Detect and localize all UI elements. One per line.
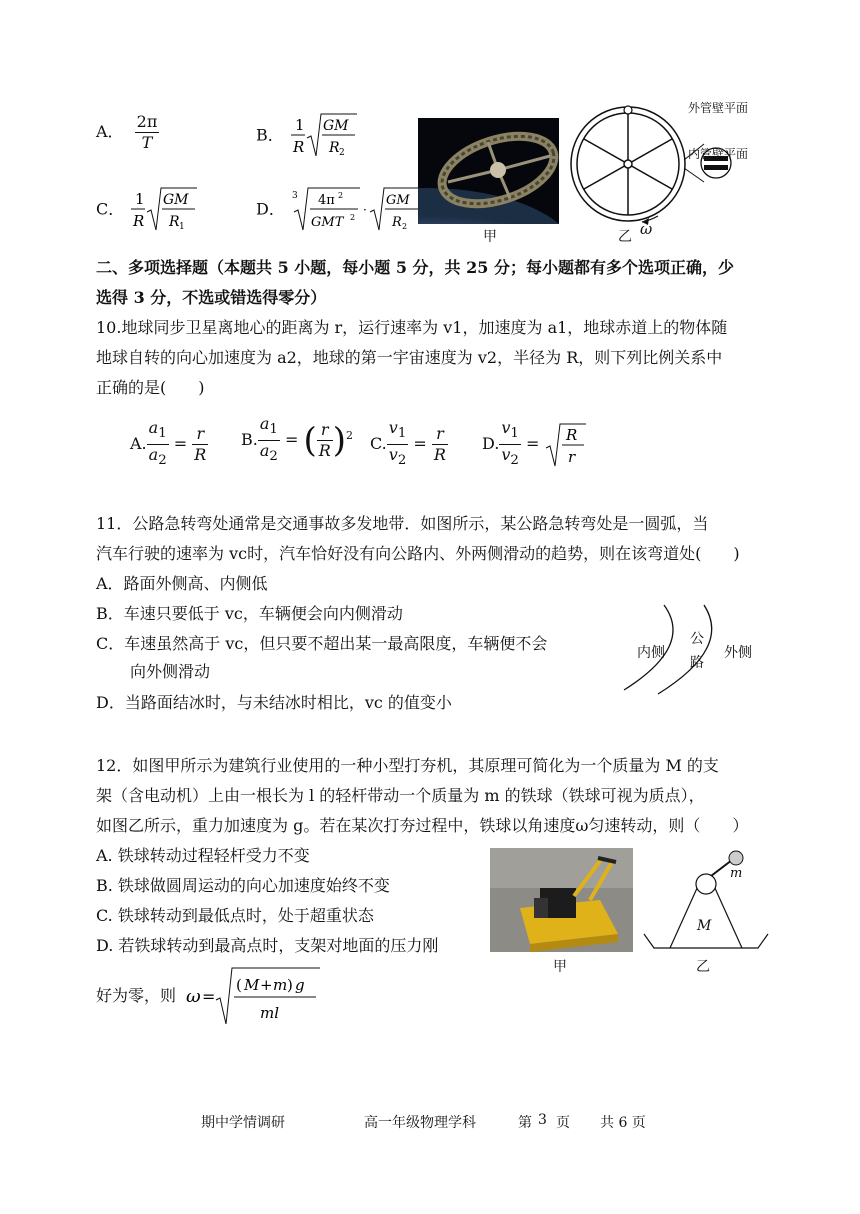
footer-total-pages: 共 6 页 [600, 1115, 646, 1131]
big-M-label: M [697, 918, 712, 934]
wheel-diagram [566, 98, 766, 248]
tamper-model-diagram [640, 846, 772, 952]
rotating-station-diagram [566, 98, 766, 248]
sqrt-R-over-r [544, 422, 588, 468]
svg-text:1: 1 [135, 190, 145, 208]
svg-text:M: M [244, 976, 260, 994]
q10-option-a: A. $\frac{a_1}{a_2}$ = $\frac{r}{R}$ [130, 418, 207, 469]
q9-option-a: A． $\frac{2\pi}{T}$ [96, 112, 158, 152]
formula-2pi-over-T: $\frac{2\pi}{T}$ [136, 112, 158, 152]
q11-option-a: A．路面外侧高、内侧低 [96, 574, 268, 593]
q10-line1: 10.地球同步卫星离地心的距离为 r，运行速率为 v1，加速度为 a1，地球赤道上的物体随 [96, 318, 728, 337]
omega-sqrt-formula [184, 966, 324, 1026]
svg-text:GM: GM [163, 192, 189, 208]
q12-option-a: A. 铁球转动过程轻杆受力不变 [96, 846, 310, 865]
svg-text:ml: ml [260, 1004, 280, 1022]
svg-text:r: r [568, 447, 576, 466]
footer-page-suffix: 页 [556, 1115, 570, 1131]
q12-line1: 12．如图甲所示为建筑行业使用的一种小型打夯机，其原理可简化为一个质量为 M 的支 [96, 756, 719, 775]
svg-text:2: 2 [338, 148, 345, 158]
svg-text:1: 1 [294, 116, 305, 134]
svg-text:m: m [273, 976, 288, 994]
svg-text:2: 2 [401, 222, 408, 231]
q11-option-d: D．当路面结冰时，与未结冰时相比，vc 的值变小 [96, 693, 452, 712]
small-m-label: m [730, 866, 743, 881]
road-label-1: 公 [690, 631, 704, 647]
q9-option-b: B． 1 R GM R 2 [256, 112, 359, 160]
footer-page-number: 3 [538, 1112, 547, 1128]
tamper-machine-image [490, 848, 633, 952]
svg-text:4π: 4π [317, 193, 335, 208]
inner-wall-label: 内管壁平面 [688, 147, 749, 161]
svg-text:R: R [391, 215, 402, 230]
q10-line3: 正确的是( ) [96, 378, 205, 397]
space-station-image [418, 118, 559, 224]
footer-page-prefix: 第 [518, 1115, 532, 1131]
svg-text:2: 2 [337, 191, 344, 200]
q11-line1: 11．公路急转弯处通常是交通事故多发地带．如图所示，某公路急转弯处是一圆弧，当 [96, 514, 709, 533]
footer-exam-name: 期中学情调研 [201, 1115, 285, 1131]
q12-option-c: C. 铁球转动到最低点时，处于超重状态 [96, 906, 374, 925]
q11-option-b: B．车速只要低于 vc，车辆便会向内侧滑动 [96, 604, 403, 623]
formula-c [129, 186, 199, 234]
svg-text:R: R [169, 214, 180, 230]
q12-option-d1: D. 若铁球转动到最高点时，支架对地面的压力刚 [96, 936, 439, 955]
footer-subject: 高一年级物理学科 [364, 1115, 476, 1131]
section-heading-line1: 二、多项选择题（本题共 5 小题，每小题 5 分，共 25 分；每小题都有多个选项正确，少 [96, 258, 734, 277]
q12-option-d2: 好为零，则 [96, 986, 177, 1005]
inner-side-label: 内侧 [637, 645, 665, 661]
tamper-model-svg [640, 846, 772, 952]
q11-option-c1: C．车速虽然高于 vc，但只要不超出某一最高限度，车辆便不会 [96, 634, 548, 653]
q10-option-b: B. $\frac{a_1}{a_2}$ = ( $\frac{r}{R}$ )$^2$ [241, 414, 354, 465]
q12-fig-jia-label: 甲 [553, 959, 567, 975]
svg-text:+: + [260, 976, 273, 994]
space-station-photo [418, 118, 559, 224]
svg-text:R: R [292, 138, 305, 156]
q9-option-c: C． 1 R GM R 1 [96, 186, 199, 234]
q12-option-b: B. 铁球做圆周运动的向心加速度始终不变 [96, 876, 390, 895]
svg-text:3: 3 [291, 191, 298, 201]
q10-option-c: C. $\frac{v_1}{v_2}$ = $\frac{r}{R}$ [370, 418, 446, 469]
q11-line2: 汽车行驶的速率为 vc时，汽车恰好没有向公路内、外两侧滑动的趋势，则在该弯道处( ) [96, 544, 740, 563]
formula-b [289, 112, 359, 160]
svg-text:R: R [133, 212, 145, 230]
svg-text:GM: GM [322, 118, 349, 134]
svg-text:2: 2 [349, 213, 356, 222]
outer-wall-label: 外管壁平面 [688, 101, 749, 115]
formula-d [290, 186, 426, 234]
q9-fig-jia-label: 甲 [483, 229, 497, 245]
svg-text:R: R [328, 140, 340, 156]
svg-text:(: ( [236, 976, 242, 994]
q12-fig-yi-label: 乙 [696, 959, 710, 975]
q10-line2: 地球自转的向心加速度为 a2，地球的第一宇宙速度为 v2，半径为 R，则下列比例关系中 [96, 348, 723, 367]
q12-line2: 架（含电动机）上由一根长为 l 的轻杆带动一个质量为 m 的铁球（铁球可视为质点）， [96, 786, 705, 805]
omega-label: ω [640, 220, 653, 238]
svg-text:·: · [362, 203, 367, 217]
q10-option-d: D. $\frac{v_1}{v_2}$ = R r [482, 418, 588, 471]
svg-text:1: 1 [179, 222, 186, 232]
q9-fig-yi-label: 乙 [618, 229, 632, 245]
omega-formula [184, 966, 324, 1030]
tamper-machine-photo [490, 848, 633, 952]
svg-text:g: g [295, 976, 305, 994]
outer-side-label: 外侧 [724, 645, 752, 661]
svg-text:GMT: GMT [310, 215, 344, 230]
road-label-2: 路 [690, 655, 704, 671]
q9-option-d: D． 3 4π 2 GMT 2 · GM R 2 [256, 186, 426, 234]
q11-option-c2: 向外侧滑动 [130, 662, 211, 681]
section-heading-line2: 选得 3 分，不选或错选得零分） [96, 288, 327, 307]
svg-text:ω: ω [186, 986, 201, 1007]
svg-text:=: = [202, 987, 216, 1006]
svg-text:): ) [287, 976, 293, 994]
svg-text:GM: GM [385, 193, 410, 208]
svg-text:R: R [566, 425, 578, 444]
q12-line3: 如图乙所示，重力加速度为 g。若在某次打夯过程中，铁球以角速度ω匀速转动，则（ ） [96, 816, 749, 835]
